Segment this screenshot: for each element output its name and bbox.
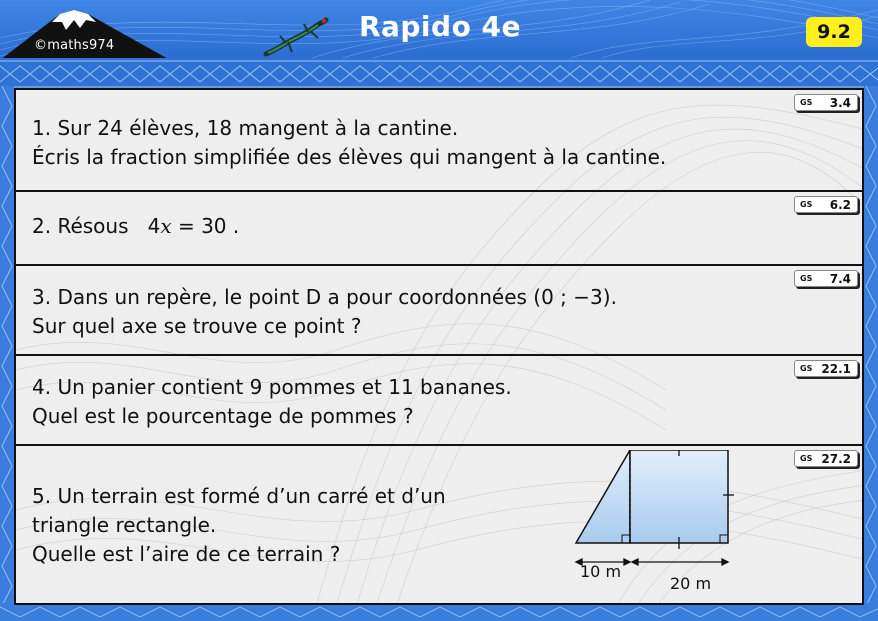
question-5-line-1: 5. Un terrain est formé d’un carré et d’un [32,484,446,508]
gs-label: GS [800,364,813,373]
question-4-line-2: Quel est le pourcentage de pommes ? [32,404,414,428]
bottom-border-strip [0,603,878,621]
gs-label: GS [800,98,813,107]
lizard-icon [262,14,332,58]
gs-value: 27.2 [821,452,851,466]
question-3-text [32,283,617,341]
questions-panel [14,88,864,605]
question-4-text [32,373,512,431]
header-bar [0,0,878,62]
question-1-text [32,114,666,172]
gs-value: 22.1 [821,362,851,376]
question-5-text [32,482,446,569]
question-5-gs-tag [794,450,858,467]
question-2-gs-tag [794,196,858,213]
question-5-line-3: Quelle est l’aire de ce terrain ? [32,542,341,566]
square-shape [630,450,728,543]
question-1-line-2: Écris la fraction simplifiée des élèves qui mangent à la cantine. [32,145,667,169]
question-4 [16,356,862,446]
question-2-variable: x [160,214,172,238]
question-5 [16,446,862,605]
question-3-line-2: Sur quel axe se trouve ce point ? [32,314,362,338]
question-5-line-2: triangle rectangle. [32,513,217,537]
gs-label: GS [800,274,813,283]
gs-value: 7.4 [829,272,851,286]
gs-value: 3.4 [829,96,851,110]
question-2 [16,192,862,266]
triangle-base-label: 10 m [580,562,622,581]
header-border-strip [0,58,878,90]
question-1-line-1: 1. Sur 24 élèves, 18 mangent à la cantine. [32,116,459,140]
question-2-coefficient: 4 [147,214,161,238]
question-4-line-1: 4. Un panier contient 9 pommes et 11 bananes. [32,375,512,399]
terrain-diagram [572,450,762,605]
dimension-arrow-square [632,559,728,565]
question-2-rest: = 30 . [171,214,240,238]
logo-text: ©maths974 [34,38,115,53]
question-2-prefix: 2. Résous [32,214,129,238]
question-3 [16,266,862,356]
question-4-gs-tag [794,360,858,377]
square-side-label: 20 m [670,574,712,593]
question-3-gs-tag [794,270,858,287]
gs-value: 6.2 [829,198,851,212]
question-3-line-1: 3. Dans un repère, le point D a pour coordonnées (0 ; −3). [32,285,617,309]
page-title: Rapido 4e [358,10,522,43]
question-2-text [32,212,239,241]
triangle-shape [576,450,630,543]
question-1-gs-tag [794,94,858,111]
left-border-strip [0,86,14,621]
gs-label: GS [800,454,813,463]
question-1 [16,90,862,192]
gs-label: GS [800,200,813,209]
terrain-figure [572,450,762,605]
right-border-strip [864,86,878,621]
level-badge: 9.2 [806,17,862,47]
